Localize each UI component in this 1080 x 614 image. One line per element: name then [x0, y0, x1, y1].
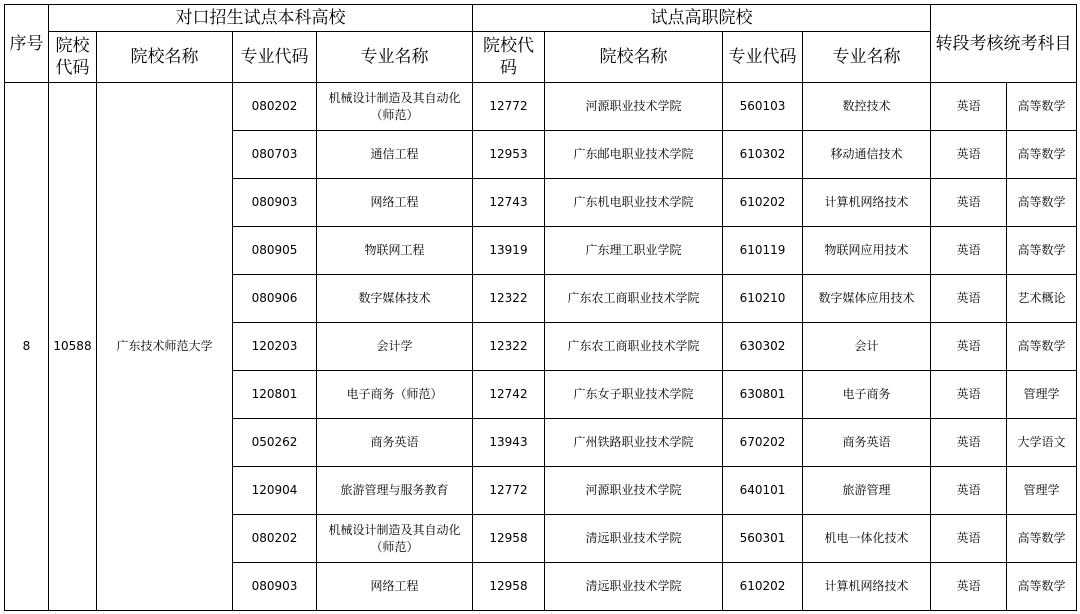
major-name-cell: 网络工程: [317, 563, 473, 611]
voc-major-code-cell: 560103: [723, 83, 803, 131]
subject-1-cell: 英语: [931, 179, 1007, 227]
subject-2-cell: 高等数学: [1007, 515, 1077, 563]
subject-2-cell: 高等数学: [1007, 323, 1077, 371]
voc-name-cell: 广东邮电职业技术学院: [545, 131, 723, 179]
major-code-cell: 080202: [233, 515, 317, 563]
subject-2-cell: 管理学: [1007, 467, 1077, 515]
voc-name-cell: 广东女子职业技术学院: [545, 371, 723, 419]
header-voc-major-name: 专业名称: [803, 32, 931, 83]
header-univ-name: 院校名称: [97, 32, 233, 83]
header-row-columns: [5, 32, 1077, 83]
subject-2-cell: 高等数学: [1007, 83, 1077, 131]
voc-code-cell: 12772: [473, 467, 545, 515]
subject-1-cell: 英语: [931, 323, 1007, 371]
table-body: [5, 83, 1077, 611]
voc-major-code-cell: 630801: [723, 371, 803, 419]
subject-1-cell: 英语: [931, 83, 1007, 131]
major-name-cell: 旅游管理与服务教育: [317, 467, 473, 515]
subject-2-cell: 大学语文: [1007, 419, 1077, 467]
header-univ-code: 院校 代码: [49, 32, 97, 83]
major-name-cell: 机械设计制造及其自动化（师范）: [317, 515, 473, 563]
subject-1-cell: 英语: [931, 275, 1007, 323]
voc-major-name-cell: 机电一体化技术: [803, 515, 931, 563]
voc-major-code-cell: 610210: [723, 275, 803, 323]
voc-major-name-cell: 电子商务: [803, 371, 931, 419]
subject-1-cell: 英语: [931, 131, 1007, 179]
voc-name-cell: 广东农工商职业技术学院: [545, 275, 723, 323]
major-name-cell: 电子商务（师范）: [317, 371, 473, 419]
voc-major-code-cell: 670202: [723, 419, 803, 467]
major-name-cell: 机械设计制造及其自动化（师范）: [317, 83, 473, 131]
subject-2-cell: 高等数学: [1007, 227, 1077, 275]
voc-code-cell: 12322: [473, 275, 545, 323]
voc-code-cell: 13943: [473, 419, 545, 467]
major-code-cell: 080905: [233, 227, 317, 275]
major-code-cell: 120904: [233, 467, 317, 515]
voc-major-name-cell: 数控技术: [803, 83, 931, 131]
subject-2-cell: 高等数学: [1007, 179, 1077, 227]
header-seq: 序号: [5, 5, 49, 83]
header-major-name: 专业名称: [317, 32, 473, 83]
subject-1-cell: 英语: [931, 563, 1007, 611]
header-voc-code: 院校代 码: [473, 32, 545, 83]
voc-code-cell: 12958: [473, 563, 545, 611]
subject-1-cell: 英语: [931, 467, 1007, 515]
voc-major-name-cell: 物联网应用技术: [803, 227, 931, 275]
subject-2-cell: 高等数学: [1007, 563, 1077, 611]
voc-code-cell: 12953: [473, 131, 545, 179]
subject-2-cell: 管理学: [1007, 371, 1077, 419]
subject-1-cell: 英语: [931, 419, 1007, 467]
voc-major-name-cell: 计算机网络技术: [803, 179, 931, 227]
voc-major-name-cell: 移动通信技术: [803, 131, 931, 179]
voc-name-cell: 清远职业技术学院: [545, 515, 723, 563]
voc-major-name-cell: 商务英语: [803, 419, 931, 467]
header-voc-major-code: 专业代码: [723, 32, 803, 83]
major-name-cell: 数字媒体技术: [317, 275, 473, 323]
header-row-groups: [5, 5, 1077, 32]
major-code-cell: 080202: [233, 83, 317, 131]
voc-major-code-cell: 610302: [723, 131, 803, 179]
header-group-undergrad: 对口招生试点本科高校: [49, 5, 473, 32]
voc-name-cell: 广东农工商职业技术学院: [545, 323, 723, 371]
major-code-cell: 120203: [233, 323, 317, 371]
subject-1-cell: 英语: [931, 227, 1007, 275]
major-name-cell: 商务英语: [317, 419, 473, 467]
voc-name-cell: 广东机电职业技术学院: [545, 179, 723, 227]
pilot-programs-table: [4, 4, 1077, 611]
univ-name-cell: 广东技术师范大学: [97, 83, 233, 611]
voc-code-cell: 12772: [473, 83, 545, 131]
header-voc-name: 院校名称: [545, 32, 723, 83]
subject-1-cell: 英语: [931, 371, 1007, 419]
header-group-vocational: 试点高职院校: [473, 5, 931, 32]
voc-name-cell: 广州铁路职业技术学院: [545, 419, 723, 467]
voc-code-cell: 12322: [473, 323, 545, 371]
major-code-cell: 080703: [233, 131, 317, 179]
subject-2-cell: 艺术概论: [1007, 275, 1077, 323]
voc-major-code-cell: 630302: [723, 323, 803, 371]
voc-code-cell: 13919: [473, 227, 545, 275]
major-name-cell: 会计学: [317, 323, 473, 371]
major-name-cell: 物联网工程: [317, 227, 473, 275]
voc-name-cell: 清远职业技术学院: [545, 563, 723, 611]
major-name-cell: 网络工程: [317, 179, 473, 227]
major-code-cell: 050262: [233, 419, 317, 467]
voc-major-name-cell: 旅游管理: [803, 467, 931, 515]
voc-name-cell: 河源职业技术学院: [545, 467, 723, 515]
voc-major-code-cell: 610202: [723, 179, 803, 227]
voc-major-name-cell: 数字媒体应用技术: [803, 275, 931, 323]
major-code-cell: 120801: [233, 371, 317, 419]
voc-major-name-cell: 会计: [803, 323, 931, 371]
seq-cell: 8: [5, 83, 49, 611]
subject-2-cell: 高等数学: [1007, 131, 1077, 179]
major-code-cell: 080906: [233, 275, 317, 323]
voc-name-cell: 河源职业技术学院: [545, 83, 723, 131]
voc-major-name-cell: 计算机网络技术: [803, 563, 931, 611]
voc-major-code-cell: 610202: [723, 563, 803, 611]
voc-name-cell: 广东理工职业学院: [545, 227, 723, 275]
table-row: [5, 83, 1077, 131]
subject-1-cell: 英语: [931, 515, 1007, 563]
voc-major-code-cell: 640101: [723, 467, 803, 515]
voc-code-cell: 12742: [473, 371, 545, 419]
major-code-cell: 080903: [233, 563, 317, 611]
univ-code-cell: 10588: [49, 83, 97, 611]
header-subjects: 转段考核统考科目: [931, 5, 1077, 83]
major-name-cell: 通信工程: [317, 131, 473, 179]
voc-major-code-cell: 560301: [723, 515, 803, 563]
major-code-cell: 080903: [233, 179, 317, 227]
voc-major-code-cell: 610119: [723, 227, 803, 275]
voc-code-cell: 12958: [473, 515, 545, 563]
header-major-code: 专业代码: [233, 32, 317, 83]
voc-code-cell: 12743: [473, 179, 545, 227]
